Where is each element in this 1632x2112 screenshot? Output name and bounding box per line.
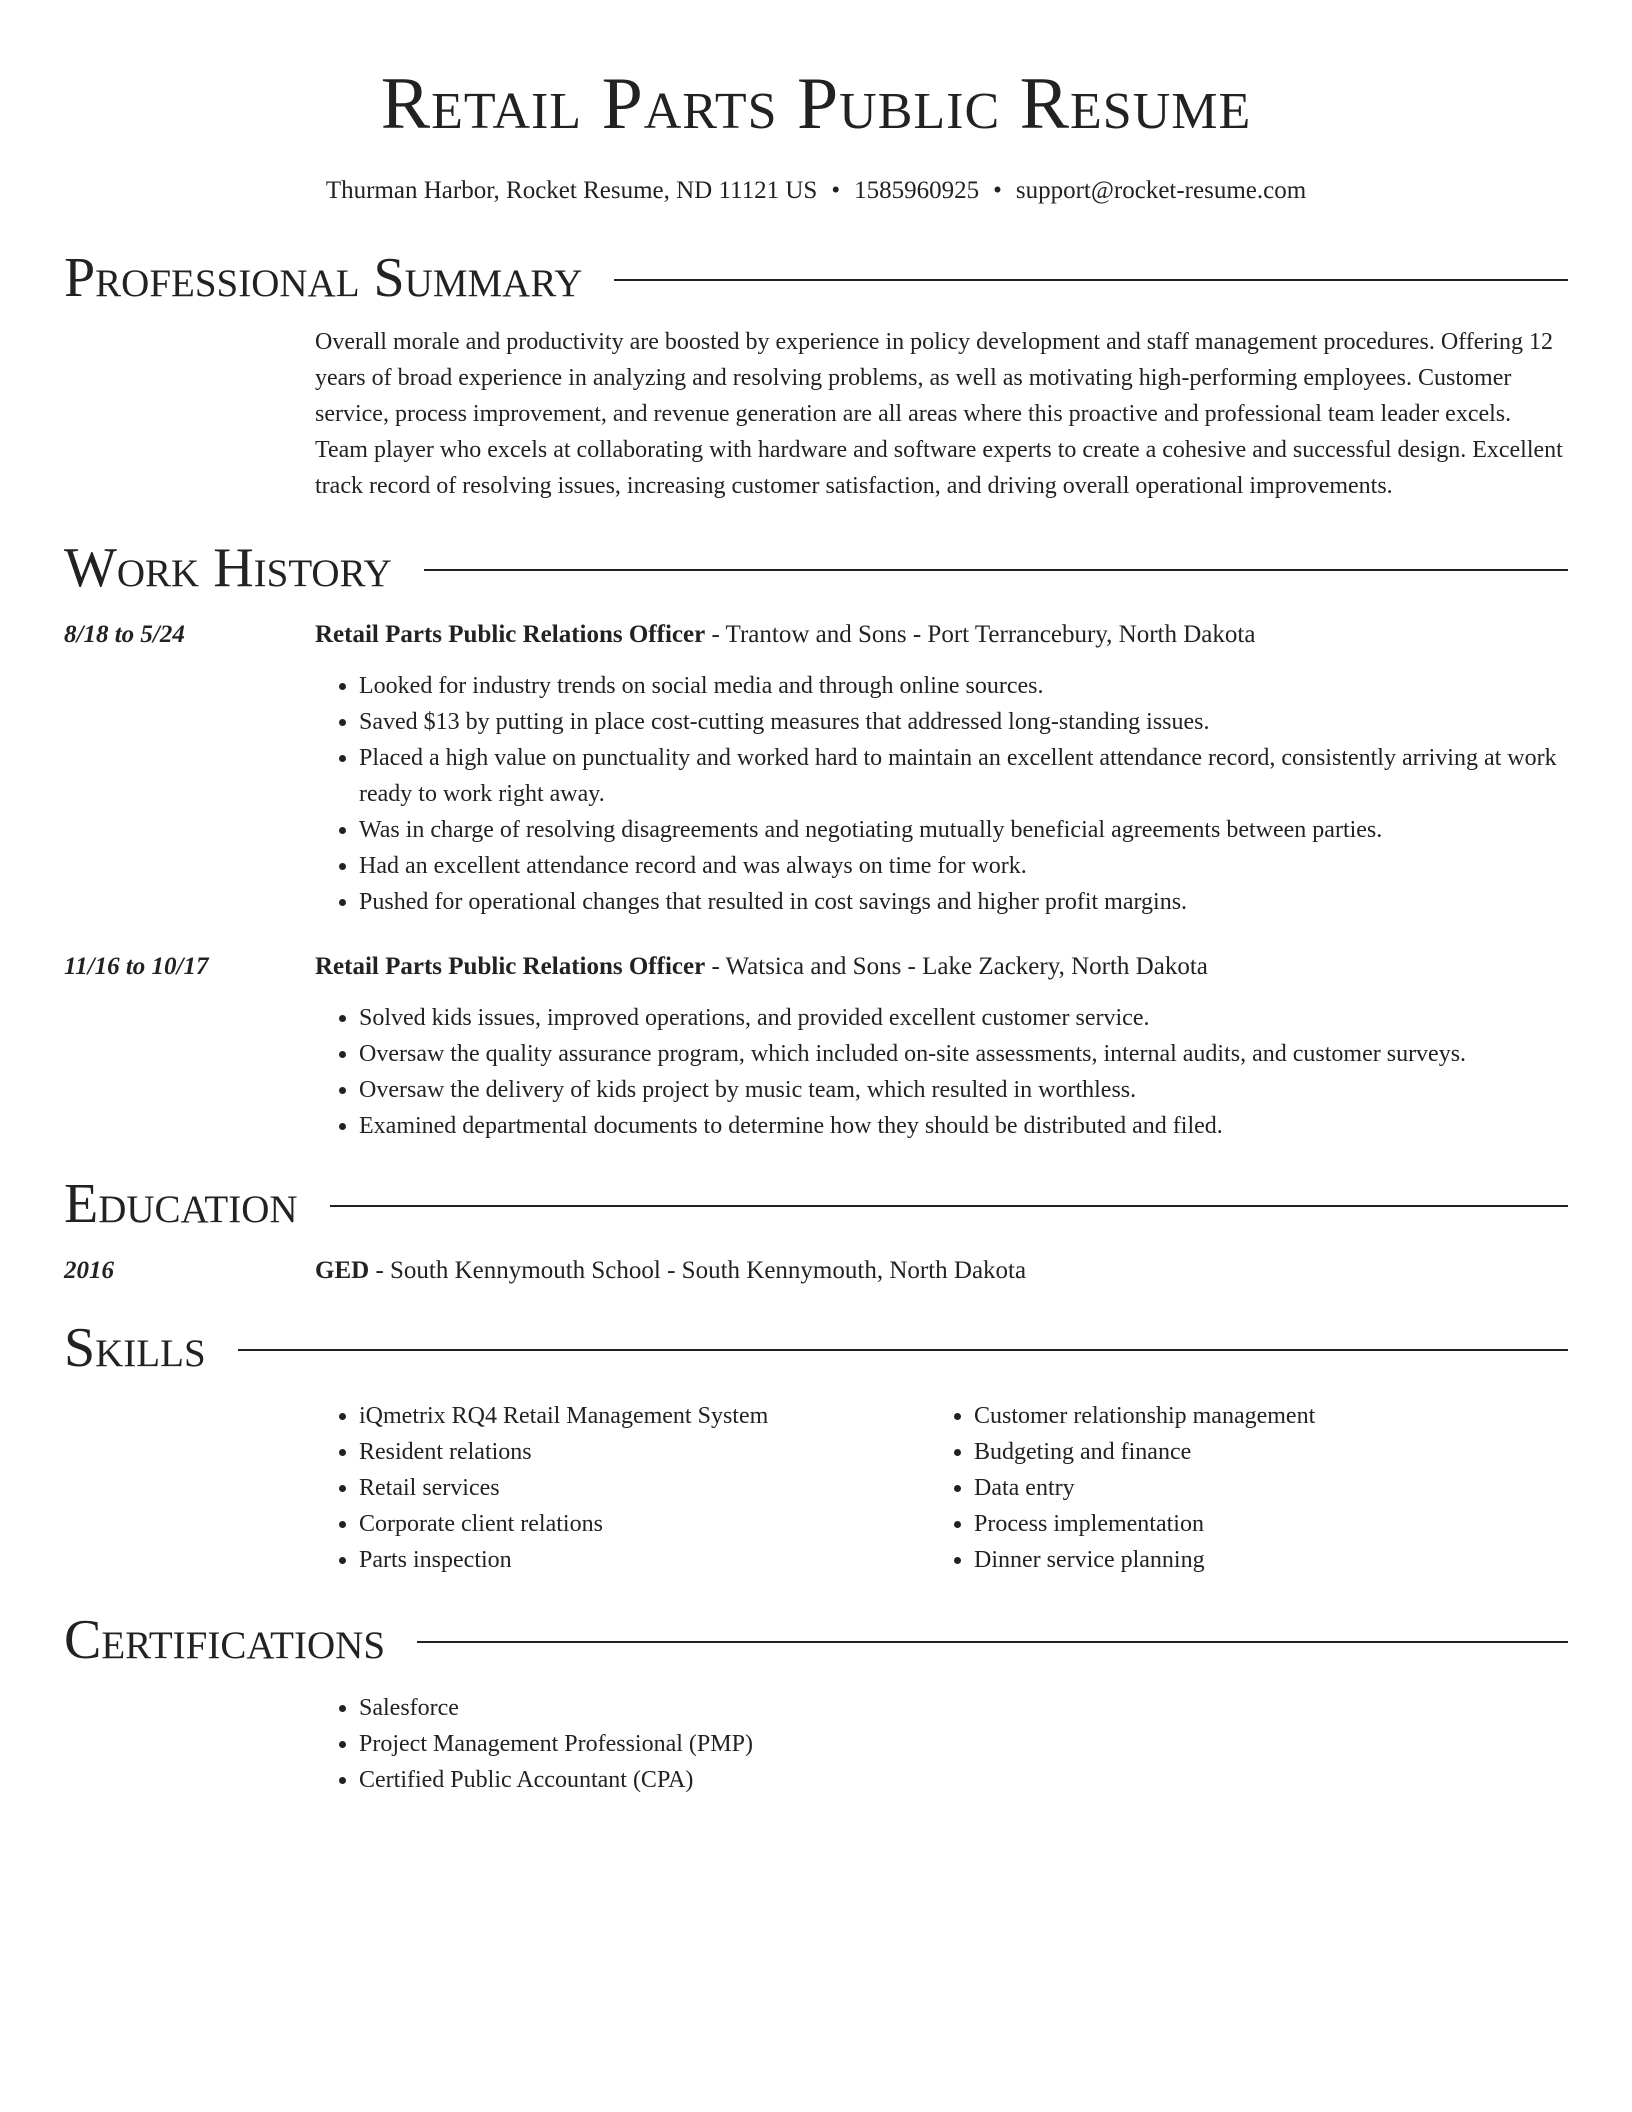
- job-title: Retail Parts Public Relations Officer: [315, 953, 706, 980]
- job-title-line: [315, 618, 1568, 652]
- certifications-container: [315, 1674, 1568, 1798]
- job-bullets: [315, 1000, 1568, 1144]
- skills-row: [64, 1382, 1568, 1578]
- summary-text: Overall morale and productivity are boosted by experience in policy development and staff management procedures. Offering 12 years of broad experience in analyzing and resolving problems, as well as motivating high-performing employees. Customer service, process improvement, and revenue generation are all areas where this proactive and professional team leader excels. Team player who excels at collaborating with hardware and software experts to create a cohesive and successful design. Excellent track record of resolving issues, increasing customer satisfaction, and driving overall operational improvements.: [315, 329, 1563, 499]
- job-bullet: • Pushed for operational changes that resulted in cost savings and higher profit margins.: [359, 884, 1568, 920]
- contact-address: Thurman Harbor, Rocket Resume, ND 11121 US: [325, 177, 818, 204]
- skill-item: • Budgeting and finance: [974, 1434, 1545, 1470]
- section-rule: [330, 1205, 1568, 1207]
- job-bullet: • Oversaw the quality assurance program, which included on-site assessments, internal audits, and customer surveys.: [359, 1036, 1568, 1072]
- skill-item: • Retail services: [359, 1470, 930, 1506]
- job-bullet: • Was in charge of resolving disagreements and negotiating mutually beneficial agreements between parties.: [359, 812, 1568, 848]
- skills-section-header: [64, 1314, 1568, 1382]
- education-year: 2016: [64, 1257, 114, 1284]
- education-heading: Education: [64, 1173, 298, 1235]
- skills-container: [315, 1382, 1568, 1578]
- certifications-spacer: [64, 1674, 315, 1798]
- skills-heading: Skills: [64, 1317, 206, 1379]
- skills-spacer: [64, 1382, 315, 1578]
- job-bullet: • Saved $13 by putting in place cost-cutting measures that addressed long-standing issues.: [359, 704, 1568, 740]
- summary-spacer: [64, 324, 315, 504]
- education-row: [64, 1254, 1568, 1288]
- job-bullets-row: [64, 652, 1568, 920]
- contact-email: support@rocket-resume.com: [1015, 177, 1307, 204]
- skill-item: • iQmetrix RQ4 Retail Management System: [359, 1398, 930, 1434]
- work-section-header: [64, 534, 1568, 602]
- job-entry: [64, 618, 1568, 920]
- section-rule: [614, 279, 1568, 281]
- job-details: - Watsica and Sons - Lake Zackery, North Dakota: [705, 953, 1208, 980]
- skill-item: • Dinner service planning: [974, 1542, 1545, 1578]
- certifications-heading: Certifications: [64, 1609, 386, 1671]
- job-bullet: • Solved kids issues, improved operations, and provided excellent customer service.: [359, 1000, 1568, 1036]
- contact-separator: •: [993, 177, 1002, 204]
- job-bullet: • Looked for industry trends on social media and through online sources.: [359, 668, 1568, 704]
- job-details: - Trantow and Sons - Port Terrancebury, North Dakota: [705, 621, 1256, 648]
- education-details: - South Kennymouth School - South Kennymouth, North Dakota: [369, 1257, 1027, 1284]
- job-dates: 8/18 to 5/24: [64, 621, 185, 648]
- education-section-header: [64, 1170, 1568, 1238]
- contact-separator: •: [831, 177, 841, 204]
- work-heading: Work History: [64, 537, 392, 599]
- summary-heading: Professional Summary: [64, 247, 583, 309]
- contact-line: [64, 174, 1568, 208]
- job-header-row: [64, 950, 1568, 984]
- job-dates: 11/16 to 10/17: [64, 953, 209, 980]
- job-title: Retail Parts Public Relations Officer: [315, 621, 706, 648]
- job-bullet: • Examined departmental documents to determine how they should be distributed and filed.: [359, 1108, 1568, 1144]
- skill-item: • Corporate client relations: [359, 1506, 930, 1542]
- skills-list-right: [930, 1398, 1545, 1578]
- job-bullet: • Placed a high value on punctuality and worked hard to maintain an excellent attendance record, consistently arriving at work ready to work right away.: [359, 740, 1568, 812]
- certification-item: • Salesforce: [359, 1690, 1568, 1726]
- skills-grid: [315, 1398, 1568, 1578]
- job-bullets-container: [315, 652, 1568, 920]
- job-header-row: [64, 618, 1568, 652]
- summary-section-header: [64, 244, 1568, 312]
- certifications-row: [64, 1674, 1568, 1798]
- job-spacer: [64, 984, 315, 1144]
- job-bullets-container: [315, 984, 1568, 1144]
- job-entry: [64, 950, 1568, 1144]
- job-bullet: • Oversaw the delivery of kids project by music team, which resulted in worthless.: [359, 1072, 1568, 1108]
- job-bullets-row: [64, 984, 1568, 1144]
- certification-item: • Certified Public Accountant (CPA): [359, 1762, 1568, 1798]
- summary-row: [64, 324, 1568, 504]
- skill-item: • Process implementation: [974, 1506, 1545, 1542]
- resume-name: Retail Parts Public Resume: [380, 63, 1252, 145]
- education-line: [315, 1254, 1568, 1288]
- skill-item: • Parts inspection: [359, 1542, 930, 1578]
- contact-phone: 1585960925: [854, 177, 980, 204]
- job-bullet: • Had an excellent attendance record and was always on time for work.: [359, 848, 1568, 884]
- skill-item: • Customer relationship management: [974, 1398, 1545, 1434]
- skill-item: • Data entry: [974, 1470, 1545, 1506]
- section-rule: [424, 569, 1568, 571]
- certifications-list: [315, 1690, 1568, 1798]
- certification-item: • Project Management Professional (PMP): [359, 1726, 1568, 1762]
- section-rule: [417, 1641, 1568, 1643]
- skills-list-left: [315, 1398, 930, 1578]
- job-title-line: [315, 950, 1568, 984]
- education-degree: GED: [315, 1257, 370, 1284]
- job-bullets: [315, 668, 1568, 920]
- skill-item: • Resident relations: [359, 1434, 930, 1470]
- job-spacer: [64, 652, 315, 920]
- section-rule: [238, 1349, 1568, 1351]
- certifications-section-header: [64, 1606, 1568, 1674]
